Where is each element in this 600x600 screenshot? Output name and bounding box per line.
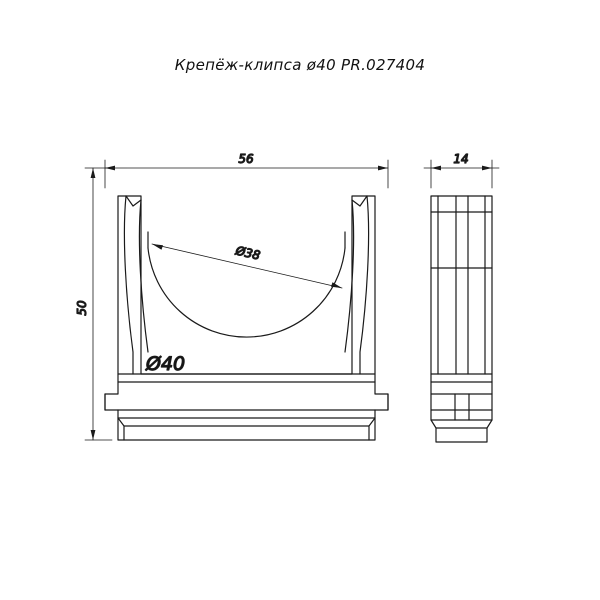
height-dimension-value: 50: [75, 300, 89, 316]
front-base-right-chamfer: [369, 418, 375, 440]
front-left-arm-outer: [124, 196, 133, 374]
width-arrow-right: [378, 166, 388, 171]
dimension-text-layer: [75, 152, 469, 375]
drawing-title: Крепёж-клипса ø40 PR.027404: [174, 56, 426, 74]
side-view: [431, 196, 492, 442]
height-arrow-top: [91, 168, 96, 178]
bore-diameter-arrow-left: [152, 244, 163, 250]
dimension-layer: [85, 160, 499, 440]
front-view: [105, 196, 388, 440]
height-arrow-bottom: [91, 430, 96, 440]
width-dimension-value: 56: [238, 152, 254, 166]
front-base-left-chamfer: [118, 418, 124, 440]
depth-dimension-value: 14: [453, 152, 469, 166]
nominal-diameter-label-value: Ø40: [146, 353, 186, 375]
front-left-arm-tip: [126, 196, 141, 206]
front-bore-arc: [148, 248, 345, 337]
side-outer-outline: [431, 196, 492, 442]
front-right-arm-outer: [360, 196, 369, 374]
front-right-arm-tip: [352, 196, 367, 206]
depth-arrow-left: [431, 166, 441, 171]
depth-arrow-right: [482, 166, 492, 171]
inner-diameter-dimension-value: Ø38: [234, 243, 262, 263]
